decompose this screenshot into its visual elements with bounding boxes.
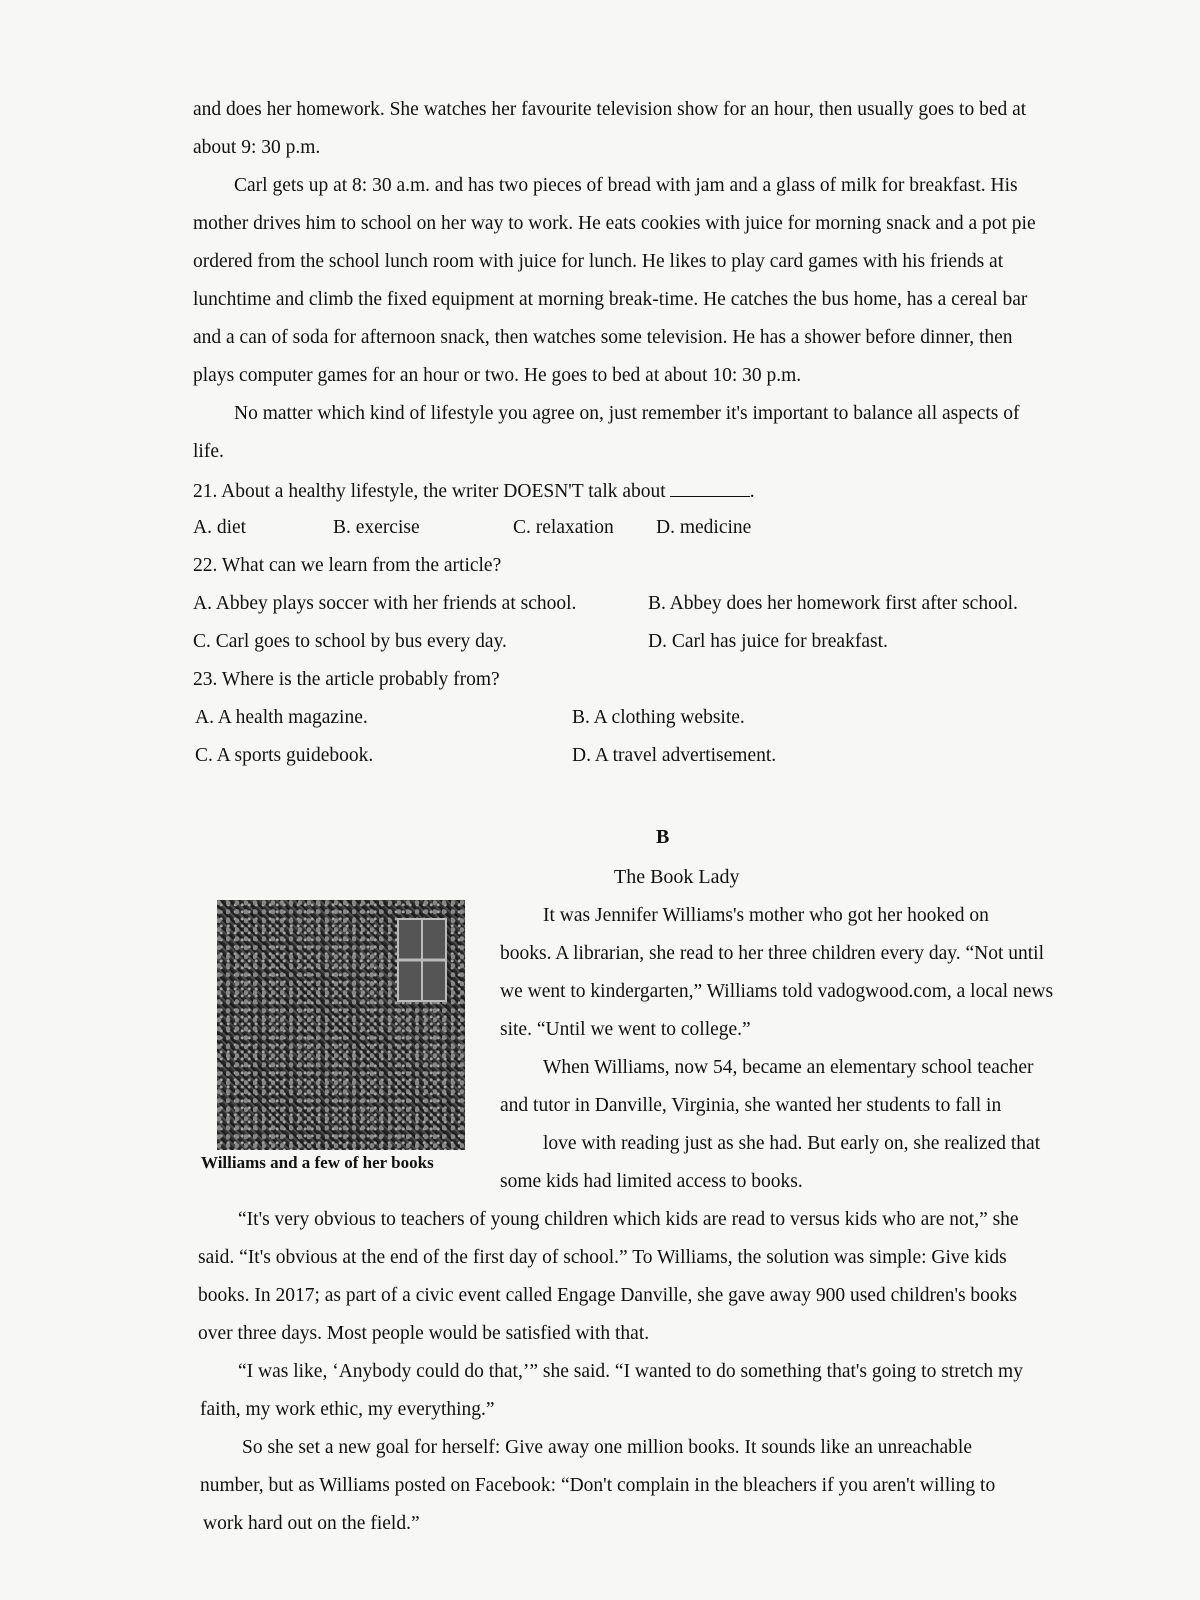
option-23-d: D. A travel advertisement.	[572, 745, 777, 766]
option-23-c: C. A sports guidebook.	[195, 745, 374, 766]
window-shape	[397, 918, 447, 1002]
option-22-a: A. Abbey plays soccer with her friends at school.	[193, 593, 577, 614]
option-21-c: C. relaxation	[513, 517, 614, 538]
article-line: So she set a new goal for herself: Give away one million books. It sounds like an unreachable	[242, 1437, 972, 1458]
question-23-stem: 23. Where is the article probably from?	[193, 669, 500, 690]
option-21-a: A. diet	[193, 517, 247, 538]
article-line: faith, my work ethic, my everything.”	[200, 1399, 495, 1420]
article-line: work hard out on the field.”	[203, 1513, 420, 1534]
passage-line: Carl gets up at 8: 30 a.m. and has two pieces of bread with jam and a glass of milk for breakfast. His	[234, 175, 1018, 196]
article-line: and tutor in Danville, Virginia, she wanted her students to fall in	[500, 1095, 1002, 1116]
passage-line: No matter which kind of lifestyle you agree on, just remember it's important to balance all aspects of	[234, 403, 1020, 424]
option-22-d: D. Carl has juice for breakfast.	[648, 631, 888, 652]
article-line: When Williams, now 54, became an elementary school teacher	[543, 1057, 1034, 1078]
question-22-stem: 22. What can we learn from the article?	[193, 555, 502, 576]
article-line: over three days. Most people would be satisfied with that.	[198, 1323, 650, 1344]
article-line: “I was like, ‘Anybody could do that,’” she said. “I wanted to do something that's going to stretch my	[238, 1361, 1023, 1382]
answer-blank	[670, 478, 750, 497]
article-line: number, but as Williams posted on Facebook: “Don't complain in the bleachers if you aren't willing to	[200, 1475, 996, 1496]
passage-line: lunchtime and climb the fixed equipment at morning break-time. He catches the bus home, has a cereal bar	[193, 289, 1028, 310]
article-line: some kids had limited access to books.	[500, 1171, 803, 1192]
question-21-stem: 21. About a healthy lifestyle, the writer DOESN'T talk about .	[193, 478, 755, 504]
article-line: “It's very obvious to teachers of young children which kids are read to versus kids who are not,” she	[238, 1209, 1019, 1230]
williams-photo	[217, 900, 465, 1150]
article-title: The Book Lady	[614, 866, 740, 888]
article-line: site. “Until we went to college.”	[500, 1019, 751, 1040]
article-line: books. A librarian, she read to her three children every day. “Not until	[500, 943, 1045, 964]
passage-line: and a can of soda for afternoon snack, then watches some television. He has a shower before dinner, then	[193, 327, 1013, 348]
passage-line: plays computer games for an hour or two. He goes to bed at about 10: 30 p.m.	[193, 365, 802, 386]
option-21-b: B. exercise	[333, 517, 420, 538]
article-line: It was Jennifer Williams's mother who got her hooked on	[543, 905, 989, 926]
option-21-d: D. medicine	[656, 517, 752, 538]
article-line: love with reading just as she had. But early on, she realized that	[543, 1133, 1041, 1154]
option-23-a: A. A health magazine.	[195, 707, 368, 728]
option-23-b: B. A clothing website.	[572, 707, 745, 728]
passage-line: ordered from the school lunch room with juice for lunch. He likes to play card games with his friends at	[193, 251, 1004, 272]
passage-line: mother drives him to school on her way to work. He eats cookies with juice for morning snack and a pot pie	[193, 213, 1036, 234]
passage-line: life.	[193, 441, 224, 462]
option-22-c: C. Carl goes to school by bus every day.	[193, 631, 507, 652]
article-line: books. In 2017; as part of a civic event called Engage Danville, she gave away 900 used children's books	[198, 1285, 1018, 1306]
option-22-b: B. Abbey does her homework first after school.	[648, 593, 1018, 614]
passage-line: about 9: 30 p.m.	[193, 137, 321, 158]
passage-line: and does her homework. She watches her favourite television show for an hour, then usually goes to bed at	[193, 99, 1027, 120]
article-line: said. “It's obvious at the end of the first day of school.” To Williams, the solution was simple: Give kids	[198, 1247, 1007, 1268]
section-label: B	[656, 826, 670, 848]
article-line: we went to kindergarten,” Williams told vadogwood.com, a local news	[500, 981, 1054, 1002]
photo-caption: Williams and a few of her books	[201, 1153, 434, 1172]
